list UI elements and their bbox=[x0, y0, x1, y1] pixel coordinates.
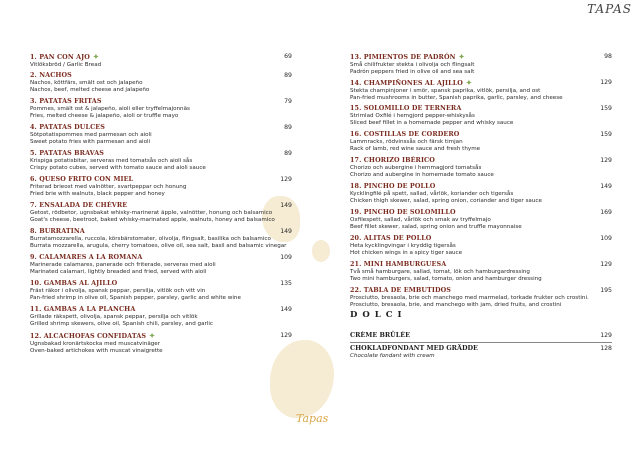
menu-item bbox=[350, 286, 612, 308]
dolci-heading: DOLCI bbox=[350, 310, 407, 320]
menu-item bbox=[30, 52, 292, 67]
item-desc-sv: Ugnsbakad kronärtskocka med muscatvinäger bbox=[30, 341, 161, 347]
dessert-item bbox=[350, 331, 612, 340]
item-price: 109 bbox=[600, 235, 612, 242]
item-desc-en: Prosciutto, bresaola, brie, and manchego with jam, dried fruits, and crostini bbox=[350, 302, 562, 309]
item-desc-en: Crispy potato cubes, served with tomato sauce and aioli sauce bbox=[30, 165, 206, 172]
item-desc-en: Oven-baked artichokes with muscat vinaigrette bbox=[30, 348, 163, 355]
item-price: 149 bbox=[280, 306, 292, 313]
menu-item bbox=[350, 208, 612, 230]
item-desc-en: Beef fillet skewer, salad, spring onion and truffle mayonnaise bbox=[350, 224, 522, 231]
menu-item bbox=[350, 52, 612, 74]
item-desc-en: Chicken thigh skewer, salad, spring onion, coriander and tiger sauce bbox=[350, 198, 542, 205]
item-price: 79 bbox=[284, 98, 292, 105]
item-desc-sv: Nachos, köttfärs, smält ost och jalapeño bbox=[30, 80, 143, 86]
item-desc-sv: Fräst räkor i olivolja, spansk peppar, persilja, vitlök och vitt vin bbox=[30, 288, 206, 294]
item-desc-sv: Grillade räkspett, olivolja, spansk peppar, persilja och vitlök bbox=[30, 314, 198, 320]
item-price: 129 bbox=[280, 176, 292, 183]
item-desc-en: Sliced beef fillet in a homemade pepper and whisky sauce bbox=[350, 120, 514, 127]
item-desc-sv: Lammracks, rödvinssås och färsk timjan bbox=[350, 139, 463, 145]
item-desc-sv: Små chilifrukter stekta i olivolja och flingsalt bbox=[350, 62, 475, 68]
item-desc-sv: Prosciutto, bresaola, brie och manchego med marmelad, torkade frukter och crostini. bbox=[350, 295, 589, 301]
item-desc-en: Sweet potato fries with parmesan and aioli bbox=[30, 139, 151, 146]
item-desc-en: Chorizo and aubergine in homemade tomato sauce bbox=[350, 172, 494, 179]
item-name: 6. QUESO FRITO CON MIEL bbox=[30, 175, 134, 183]
item-name: 21. MINI HAMBURGUESA bbox=[350, 260, 447, 268]
menu-column-right bbox=[350, 52, 612, 308]
dessert-desc: Chocolate fondant with cream bbox=[350, 353, 435, 359]
item-price: 135 bbox=[280, 280, 292, 287]
menu-item bbox=[30, 279, 292, 301]
item-name: 13. PIMIENTOS DE PADRÓN bbox=[350, 53, 456, 61]
item-name: 10. GAMBAS AL AJILLO bbox=[30, 279, 118, 287]
item-desc-en: Grilled shrimp skewers, olive oil, Spanish chili, parsley, and garlic bbox=[30, 321, 214, 328]
item-name: 12. ALCACHOFAS CONFIDATAS bbox=[30, 332, 147, 340]
decor-blob bbox=[312, 240, 330, 262]
vegetarian-leaf-icon: ✦ bbox=[92, 52, 99, 61]
item-price: 89 bbox=[284, 72, 292, 79]
item-desc-en: Pan-fried mushrooms in butter, Spanish paprika, garlic, parsley, and cheese bbox=[350, 95, 563, 102]
item-desc-sv: Krispiga potatisbitar, serveras med tomatsås och aioli sås bbox=[30, 158, 193, 164]
item-desc-en: Goat's cheese, beetroot, baked whisky-marinated apple, walnuts, honey and balsamico bbox=[30, 217, 275, 224]
item-desc-sv: Heta kycklingvingar i kryddig tigersås bbox=[350, 243, 456, 249]
menu-item bbox=[30, 227, 292, 249]
item-name: 4. PATATAS DULCES bbox=[30, 123, 105, 131]
item-name: 11. GAMBAS A LA PLANCHA bbox=[30, 305, 136, 313]
item-desc-sv: Oxfilespett, sallad, vårlök och smak av tryffelmajo bbox=[350, 217, 491, 223]
dessert-item bbox=[350, 344, 612, 360]
item-desc-en: Marinated calamari, lightly breaded and fried, served with aioli bbox=[30, 269, 207, 276]
item-desc-en: Nachos, beef, melted cheese and jalapeño bbox=[30, 87, 150, 94]
item-name: 8. BURRATINA bbox=[30, 227, 85, 235]
dessert-name: CRÈME BRÛLÉE bbox=[350, 331, 410, 339]
item-name: 18. PINCHO DE POLLO bbox=[350, 182, 436, 190]
item-desc-sv: Strimlad Oxfilé i hemgjord pepper-whiskysås bbox=[350, 113, 475, 119]
item-price: 129 bbox=[600, 79, 612, 86]
item-desc-en: Hot chicken wings in a spicy tiger sauce bbox=[350, 250, 463, 257]
brand-title: TAPAS bbox=[587, 2, 632, 16]
menu-item bbox=[30, 305, 292, 327]
item-desc-en: Fried brie with walnuts, black pepper and honey bbox=[30, 191, 165, 198]
menu-item bbox=[30, 123, 292, 145]
item-name: 14. CHAMPIÑONES AL AJILLO bbox=[350, 79, 463, 87]
menu-item bbox=[350, 78, 612, 100]
item-price: 159 bbox=[600, 105, 612, 112]
item-price: 69 bbox=[284, 53, 292, 60]
item-desc-sv: Burratamozzarella, ruccola, körsbärstomater, olivolja, flingsalt, basilika och balsamico bbox=[30, 236, 271, 242]
item-desc-sv: Stekta champinjoner i smör, spansk paprika, vitlök, persilja, and ost bbox=[350, 88, 541, 94]
dessert-price: 128 bbox=[600, 345, 612, 352]
menu-item bbox=[30, 175, 292, 197]
divider bbox=[350, 342, 612, 343]
menu-column-left bbox=[30, 52, 292, 353]
item-price: 149 bbox=[280, 228, 292, 235]
menu-item bbox=[30, 201, 292, 223]
item-desc-sv: Getost, rödbetor, ugnsbakat whisky-marinerat äpple, valnötter, honung och balsamico bbox=[30, 210, 273, 216]
item-name: 17. CHORIZO IBÉRICO bbox=[350, 156, 435, 164]
item-name: 16. COSTILLAS DE CORDERO bbox=[350, 130, 460, 138]
menu-item bbox=[350, 130, 612, 152]
menu-item bbox=[30, 253, 292, 275]
item-price: 129 bbox=[600, 157, 612, 164]
item-desc-en: Padrón peppers fried in olive oil and sea salt bbox=[350, 69, 475, 76]
item-name: 1. PAN CON AJO bbox=[30, 53, 90, 61]
item-desc-en: Pan-fried shrimp in olive oil, Spanish pepper, parsley, garlic and white wine bbox=[30, 295, 241, 302]
item-name: 2. NACHOS bbox=[30, 71, 72, 79]
item-desc-sv: Kycklingfilé på spett, sallad, vårlök, koriander och tigersås bbox=[350, 191, 514, 197]
item-desc-en: Rack of lamb, red wine sauce and fresh thyme bbox=[350, 146, 481, 153]
menu-item bbox=[30, 97, 292, 119]
item-price: 109 bbox=[280, 254, 292, 261]
vegetarian-leaf-icon: ✦ bbox=[149, 331, 156, 340]
item-price: 129 bbox=[280, 332, 292, 339]
item-price: 89 bbox=[284, 124, 292, 131]
menu-item bbox=[30, 149, 292, 171]
item-price: 98 bbox=[604, 53, 612, 60]
item-desc-sv: Friterad brieost med valnötter, svartpeppar och honung bbox=[30, 184, 187, 190]
footer-logo: Tapas bbox=[296, 412, 329, 425]
item-desc-en: Burrata mozzarella, arugula, cherry tomatoes, olive oil, sea salt, basil and balsamic vinegar bbox=[30, 243, 287, 250]
item-name: 5. PATATAS BRAVAS bbox=[30, 149, 105, 157]
item-name: 15. SOLOMILLO DE TERNERA bbox=[350, 104, 462, 112]
item-desc-sv: Chorizo och aubergine i hemmagjord tomatsås bbox=[350, 165, 482, 171]
item-name: 3. PATATAS FRITAS bbox=[30, 97, 102, 105]
dessert-price: 129 bbox=[600, 332, 612, 339]
vegetarian-leaf-icon: ✦ bbox=[465, 78, 472, 87]
item-desc-sv: Vitlöksbröd / Garlic Bread bbox=[30, 62, 102, 68]
item-price: 169 bbox=[600, 209, 612, 216]
item-desc-en: Fries, melted cheese & jalapeño, aioli or truffle mayo bbox=[30, 113, 179, 120]
item-price: 89 bbox=[284, 150, 292, 157]
item-desc-en: Two mini hamburgers, salad, tomato, onion and hamburger dressing bbox=[350, 276, 542, 283]
menu-item bbox=[350, 182, 612, 204]
item-name: 7. ENSALADA DE CHÈVRE bbox=[30, 201, 128, 209]
menu-item bbox=[350, 104, 612, 126]
item-desc-sv: Pommes, smält ost & jalapeño, aioli eller tryffelmajonnäs bbox=[30, 106, 190, 112]
item-price: 195 bbox=[600, 287, 612, 294]
item-desc-sv: Marinerade calamares, panerade och friterade, serveras med aioli bbox=[30, 262, 216, 268]
item-desc-sv: Sötpotatispommes med parmesan och aioli bbox=[30, 132, 152, 138]
vegetarian-leaf-icon: ✦ bbox=[458, 52, 465, 61]
menu-item bbox=[30, 331, 292, 353]
menu-item bbox=[350, 260, 612, 282]
dessert-name: CHOKLADFONDANT MED GRÄDDE bbox=[350, 344, 478, 352]
item-name: 22. TABLA DE EMBUTIDOS bbox=[350, 286, 452, 294]
item-price: 149 bbox=[600, 183, 612, 190]
menu-item bbox=[350, 234, 612, 256]
menu-item bbox=[350, 156, 612, 178]
item-name: 19. PINCHO DE SOLOMILLO bbox=[350, 208, 456, 216]
menu-item bbox=[30, 71, 292, 93]
item-price: 159 bbox=[600, 131, 612, 138]
item-name: 20. ALITAS DE POLLO bbox=[350, 234, 432, 242]
item-desc-sv: Två små hamburgare, sallad, tomat, lök och hamburgardressing bbox=[350, 269, 530, 275]
item-price: 149 bbox=[280, 202, 292, 209]
item-price: 129 bbox=[600, 261, 612, 268]
item-name: 9. CALAMARES A LA ROMANA bbox=[30, 253, 143, 261]
